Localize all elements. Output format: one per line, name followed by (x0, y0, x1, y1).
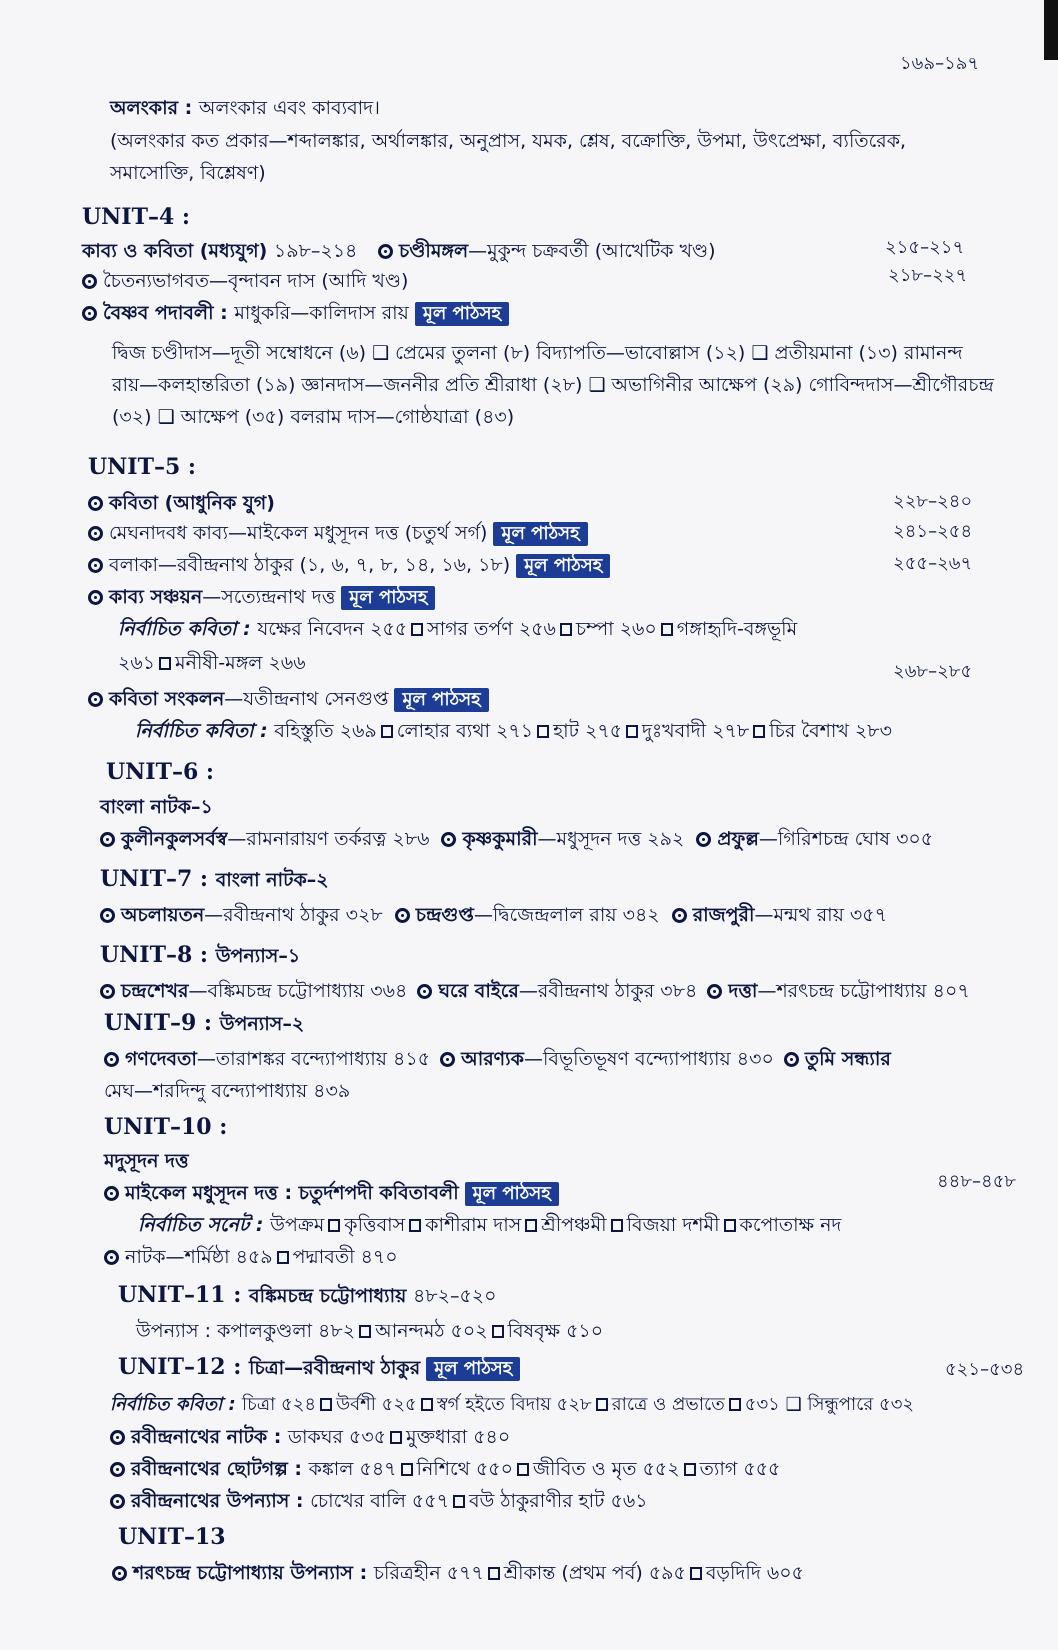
tag-badge: মূল পাঠসহ (394, 688, 488, 712)
tag-badge: মূল পাঠসহ (516, 554, 610, 578)
circle-bullet-icon (100, 908, 115, 923)
text-line: দ্বিজ চণ্ডীদাস—দূতী সম্বোধনে (৬) ❑ প্রেমের তুলনা (৮) বিদ্যাপতি—ভাবোল্লাস (১২) ❑ প্রতীয়মানা (১৩) রামানন্দ (112, 342, 963, 364)
square-bullet-icon (277, 1251, 289, 1264)
circle-bullet-icon (88, 496, 103, 511)
list-item: রবীন্দ্রনাথের উপন্যাস : চোখের বালি ৫৫৭ বউ ঠাকুরাণীর হাট ৫৬১ (110, 1488, 648, 1514)
text-line: (৩২) ❑ আক্ষেপ (৩৫) বলরাম দাস—গোষ্ঠযাত্রা (৪৩) (112, 406, 515, 428)
page-range: ১৬৯–১৯৭ (900, 53, 980, 74)
section-title: বাংলা নাটক–১ (100, 796, 213, 818)
page-range: ২২৮–২৪০ (893, 491, 973, 512)
list-item: রবীন্দ্রনাথের নাটক : ডাকঘর ৫৩৫ মুক্তধারা ৫৪০ (110, 1424, 510, 1450)
unit-heading: UNIT–13 (118, 1524, 226, 1550)
square-bullet-icon (492, 1325, 504, 1338)
unit-heading: UNIT–10 : (104, 1114, 228, 1140)
square-bullet-icon (159, 657, 171, 670)
circle-bullet-icon (100, 832, 115, 847)
page-range: ৪৪৮–৪৫৮ (937, 1171, 1017, 1192)
square-bullet-icon (359, 1325, 371, 1338)
tag-badge: মূল পাঠসহ (415, 302, 509, 326)
square-bullet-icon (381, 725, 393, 738)
square-bullet-icon (626, 725, 638, 738)
page-range: ২৪১–২৫৪ (893, 521, 973, 542)
circle-bullet-icon (112, 1566, 127, 1581)
text-line: নির্বাচিত সনেট : উপক্রম কৃত্তিবাস কাশীরাম দাস শ্রীপঞ্চমী বিজয়া দশমী কপোতাক্ষ নদ (138, 1214, 842, 1236)
list-item: কুলীনকুলসর্বস্ব—রামনারায়ণ তর্করত্ন ২৮৬ কৃষ্ণকুমারী—মধুসূদন দত্ত ২৯২ প্রফুল্ল—গিরিশচন্দ্র ঘোষ ৩০৫ (100, 826, 933, 852)
circle-bullet-icon (104, 1250, 119, 1265)
circle-bullet-icon (88, 692, 103, 707)
list-item: অচলায়তন—রবীন্দ্রনাথ ঠাকুর ৩২৮ চন্দ্রগুপ্ত—দ্বিজেন্দ্রলাল রায় ৩৪২ রাজপুরী—মন্মথ রায় ৩৫৭ (100, 902, 887, 928)
square-bullet-icon (525, 1219, 537, 1232)
text-line: নির্বাচিত কবিতা : বহিস্তুতি ২৬৯ লোহার ব্যথা ২৭১ হাট ২৭৫ দুঃখবাদী ২৭৮ চির বৈশাখ ২৮৩ (135, 720, 892, 742)
text-line: উপন্যাস : কপালকুণ্ডলা ৪৮২ আনন্দমঠ ৫০২ বিষবৃক্ষ ৫১০ (136, 1320, 604, 1342)
circle-bullet-icon (100, 984, 115, 999)
text-line: ২৬১ মনীষী-মঙ্গল ২৬৬ (118, 652, 306, 674)
square-bullet-icon (411, 623, 423, 636)
circle-bullet-icon (88, 590, 103, 605)
page-range: ২৫৫–২৬৭ (893, 553, 973, 574)
list-item: মেঘনাদবধ কাব্য—মাইকেল মধুসূদন দত্ত (চতুর্থ সর্গ) মূল পাঠসহ (88, 520, 588, 546)
unit-heading: UNIT–12 : চিত্রা—রবীন্দ্রনাথ ঠাকুর মূল পাঠসহ (118, 1352, 520, 1383)
unit-heading: UNIT–8 : উপন্যাস–১ (100, 942, 301, 968)
circle-bullet-icon (440, 1052, 455, 1067)
list-item: গণদেবতা—তারাশঙ্কর বন্দ্যোপাধ্যায় ৪১৫ আরণ্যক—বিভূতিভূষণ বন্দ্যোপাধ্যায় ৪৩০ তুমি সন্ধ্যার (104, 1046, 891, 1072)
text-line: সমাসোক্তি, বিশ্লেষণ) (110, 162, 266, 184)
square-bullet-icon (453, 1495, 465, 1508)
unit-heading: UNIT–11 : বঙ্কিমচন্দ্র চট্টোপাধ্যায় ৪৮২–৫২০ (118, 1282, 497, 1308)
square-bullet-icon (320, 1398, 332, 1411)
page-range: ৫২১–৫৩৪ (945, 1359, 1025, 1380)
circle-bullet-icon (784, 1052, 799, 1067)
tag-badge: মূল পাঠসহ (426, 1357, 520, 1381)
circle-bullet-icon (104, 1052, 119, 1067)
circle-bullet-icon (696, 832, 711, 847)
list-item: শরৎচন্দ্র চট্টোপাধ্যায় উপন্যাস : চরিত্রহীন ৫৭৭ শ্রীকান্ত (প্রথম পর্ব) ৫৯৫ বড়দিদি ৬০৫ (112, 1560, 804, 1586)
list-item: বৈষ্ণব পদাবলী : মাধুকরি—কালিদাস রায় মূল পাঠসহ (82, 300, 509, 326)
text-line: নির্বাচিত কবিতা : চিত্রা ৫২৪ উর্বশী ৫২৫ স্বর্গ হইতে বিদায় ৫২৮ রাত্রে ও প্রভাতে ৫৩১ ❑ সিন্ধুপারে ৫৩২ (110, 1394, 915, 1415)
tag-badge: মূল পাঠসহ (465, 1182, 559, 1206)
square-bullet-icon (409, 1219, 421, 1232)
square-bullet-icon (684, 1463, 696, 1476)
section-title: মদুসূদন দত্ত (104, 1150, 189, 1172)
square-bullet-icon (390, 1431, 402, 1444)
list-item: কবিতা (আধুনিক যুগ) (88, 490, 275, 516)
unit-heading: UNIT–5 : (88, 454, 197, 480)
square-bullet-icon (753, 725, 765, 738)
square-bullet-icon (560, 623, 572, 636)
square-bullet-icon (537, 725, 549, 738)
square-bullet-icon (421, 1398, 433, 1411)
circle-bullet-icon (707, 984, 722, 999)
circle-bullet-icon (441, 832, 456, 847)
square-bullet-icon (611, 1219, 623, 1232)
circle-bullet-icon (88, 558, 103, 573)
square-bullet-icon (729, 1398, 741, 1411)
unit-heading: UNIT–6 : (106, 759, 215, 785)
circle-bullet-icon (395, 908, 410, 923)
list-item: কবিতা সংকলন—যতীন্দ্রনাথ সেনগুপ্ত মূল পাঠসহ (88, 686, 489, 712)
page-range: ২৬৮–২৮৫ (893, 661, 973, 682)
circle-bullet-icon (672, 908, 687, 923)
text-line: মেঘ—শরদিন্দু বন্দ্যোপাধ্যায় ৪৩৯ (104, 1080, 351, 1102)
circle-bullet-icon (110, 1462, 125, 1477)
list-item: কাব্য সঞ্চয়ন—সত্যেন্দ্রনাথ দত্ত মূল পাঠসহ (88, 584, 435, 610)
unit-heading: UNIT–7 : বাংলা নাটক–২ (100, 866, 329, 892)
page-edge-shadow (1044, 0, 1058, 60)
list-item: মাইকেল মধুসূদন দত্ত : চতুর্দশপদী কবিতাবলী মূল পাঠসহ (104, 1180, 559, 1206)
list-item: রবীন্দ্রনাথের ছোটগল্প : কঙ্কাল ৫৪৭ নিশিথে ৫৫০ জীবিত ও মৃত ৫৫২ ত্যাগ ৫৫৫ (110, 1456, 780, 1482)
page-range: ২১৮–২২৭ (888, 265, 968, 286)
square-bullet-icon (724, 1219, 736, 1232)
tag-badge: মূল পাঠসহ (341, 586, 435, 610)
unit-heading: UNIT–9 : উপন্যাস–২ (104, 1010, 305, 1036)
text-line: নির্বাচিত কবিতা : যক্ষের নিবেদন ২৫৫ সাগর তর্পণ ২৫৬ চম্পা ২৬০ গঙ্গাহৃদি-বঙ্গভূমি (118, 618, 798, 640)
list-item: চন্দ্রশেখর—বঙ্কিমচন্দ্র চট্টোপাধ্যায় ৩৬৪ ঘরে বাইরে—রবীন্দ্রনাথ ঠাকুর ৩৮৪ দত্তা—শরৎচন্দ্র চট্টোপাধ্যায় ৪০৭ (100, 978, 970, 1004)
page-range: ২১৫–২১৭ (885, 237, 965, 258)
circle-bullet-icon (82, 274, 97, 289)
circle-bullet-icon (417, 984, 432, 999)
square-bullet-icon (517, 1463, 529, 1476)
square-bullet-icon (328, 1219, 340, 1232)
unit-heading: UNIT–4 : (82, 204, 191, 230)
list-item: চৈতন্যভাগবত—বৃন্দাবন দাস (আদি খণ্ড) (82, 268, 408, 294)
text-line: (অলংকার কত প্রকার—শব্দালঙ্কার, অর্থালঙ্কার, অনুপ্রাস, যমক, শ্লেষ, বক্রোক্তি, উপমা, উৎপ্রেক্ষা, ব্যতিরেক, (110, 130, 907, 152)
square-bullet-icon (690, 1567, 702, 1580)
list-item: নাটক—শর্মিষ্ঠা ৪৫৯ পদ্মাবতী ৪৭০ (104, 1244, 398, 1270)
text-line: রায়—কলহান্তরিতা (১৯) জ্ঞানদাস—জননীর প্রতি শ্রীরাধা (২৮) ❑ অভাগিনীর আক্ষেপ (২৯) গোবিন্দদাস—শ্রীগৌরচন্দ্র (112, 374, 994, 396)
square-bullet-icon (596, 1398, 608, 1411)
circle-bullet-icon (82, 306, 97, 321)
circle-bullet-icon (104, 1186, 119, 1201)
circle-bullet-icon (88, 526, 103, 541)
tag-badge: মূল পাঠসহ (493, 522, 587, 546)
square-bullet-icon (661, 623, 673, 636)
circle-bullet-icon (110, 1430, 125, 1445)
section-title: কাব্য ও কবিতা (মধ্যযুগ) ১৯৮–২১৪ চণ্ডীমঙ্গল—মুকুন্দ চক্রবর্তী (আখেটিক খণ্ড) (82, 240, 716, 262)
text-line: অলংকার : অলংকার এবং কাব্যবাদ। (110, 97, 380, 119)
circle-bullet-icon (110, 1494, 125, 1509)
list-item: বলাকা—রবীন্দ্রনাথ ঠাকুর (১, ৬, ৭, ৮, ১৪, ১৬, ১৮) মূল পাঠসহ (88, 552, 610, 578)
circle-bullet-icon (378, 244, 393, 259)
square-bullet-icon (488, 1567, 500, 1580)
square-bullet-icon (401, 1463, 413, 1476)
